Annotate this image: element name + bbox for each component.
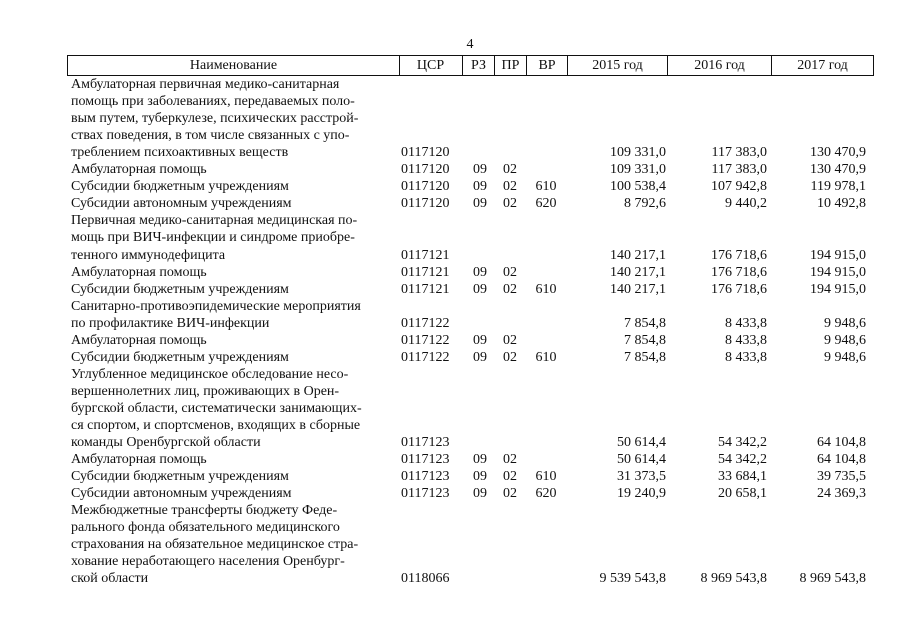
table-row	[0, 93, 905, 110]
row-csr: 0117120	[401, 196, 450, 212]
row-value-2016: 176 718,6	[711, 281, 767, 297]
row-value-2016: 54 342,2	[718, 452, 767, 468]
row-value-2016: 117 383,0	[711, 162, 767, 178]
row-pr: 02	[503, 281, 517, 297]
row-value-2017: 64 104,8	[817, 435, 866, 451]
row-value-2017: 130 470,9	[810, 145, 866, 161]
row-pr: 02	[503, 486, 517, 502]
table-row	[0, 502, 905, 519]
row-csr: 0117123	[401, 452, 450, 468]
table-row	[0, 264, 905, 281]
table-row	[0, 229, 905, 246]
table-row	[0, 468, 905, 485]
row-name: команды Оренбургской области	[71, 435, 261, 451]
row-value-2015: 7 854,8	[624, 332, 666, 348]
row-value-2015: 50 614,4	[617, 452, 666, 468]
row-value-2017: 194 915,0	[810, 264, 866, 280]
table-row	[0, 332, 905, 349]
row-value-2016: 8 969 543,8	[700, 571, 767, 587]
row-name: Амбулаторная помощь	[71, 452, 207, 468]
row-vr: 620	[535, 486, 557, 502]
row-value-2017: 130 470,9	[810, 162, 866, 178]
row-name: по профилактике ВИЧ-инфекции	[71, 315, 270, 331]
table-row	[0, 434, 905, 451]
row-value-2015: 7 854,8	[624, 349, 666, 365]
row-value-2015: 9 539 543,8	[599, 571, 666, 587]
row-name: Субсидии автономным учреждениям	[71, 196, 292, 212]
row-value-2017: 119 978,1	[810, 179, 866, 195]
row-csr: 0117121	[401, 264, 450, 280]
header-2015: 2015 год	[568, 55, 668, 76]
row-pr: 02	[503, 196, 517, 212]
row-csr: 0117122	[401, 349, 450, 365]
row-value-2016: 20 658,1	[718, 486, 767, 502]
header-name: Наименование	[67, 55, 400, 76]
row-name: бургской области, систематически занимающих-	[71, 400, 362, 416]
row-value-2017: 9 948,6	[824, 332, 866, 348]
row-rz: 09	[473, 332, 487, 348]
row-value-2017: 9 948,6	[824, 349, 866, 365]
row-name: Субсидии бюджетным учреждениям	[71, 469, 289, 485]
row-name: Межбюджетные трансферты бюджету Феде-	[71, 503, 338, 519]
row-csr: 0117123	[401, 486, 450, 502]
row-value-2017: 8 969 543,8	[799, 571, 866, 587]
row-pr: 02	[503, 264, 517, 280]
row-value-2016: 8 433,8	[725, 332, 767, 348]
row-name: страхования на обязательное медицинское стра-	[71, 537, 359, 553]
header-vr: ВР	[527, 55, 568, 76]
row-value-2015: 140 217,1	[610, 264, 666, 280]
row-name: Амбулаторная помощь	[71, 162, 207, 178]
row-pr: 02	[503, 452, 517, 468]
row-value-2017: 39 735,5	[817, 469, 866, 485]
row-value-2016: 9 440,2	[725, 196, 767, 212]
header-2016: 2016 год	[668, 55, 772, 76]
header-rz: РЗ	[463, 55, 495, 76]
row-value-2017: 9 948,6	[824, 315, 866, 331]
row-csr: 0117120	[401, 162, 450, 178]
table-row	[0, 76, 905, 93]
table-row	[0, 451, 905, 468]
row-value-2015: 100 538,4	[610, 179, 666, 195]
row-value-2015: 7 854,8	[624, 315, 666, 331]
row-value-2017: 194 915,0	[810, 281, 866, 297]
row-vr: 610	[535, 469, 557, 485]
row-value-2017: 24 369,3	[817, 486, 866, 502]
table-row	[0, 366, 905, 383]
row-name: помощь при заболеваниях, передаваемых поло-	[71, 94, 355, 110]
table-row	[0, 247, 905, 264]
row-value-2017: 64 104,8	[817, 452, 866, 468]
row-value-2016: 33 684,1	[718, 469, 767, 485]
row-value-2016: 8 433,8	[725, 349, 767, 365]
table-row	[0, 195, 905, 212]
row-name: мощь при ВИЧ-инфекции и синдроме приобре-	[71, 230, 355, 246]
row-csr: 0117120	[401, 179, 450, 195]
header-2017: 2017 год	[772, 55, 874, 76]
row-value-2017: 194 915,0	[810, 247, 866, 263]
row-csr: 0117121	[401, 281, 450, 297]
row-rz: 09	[473, 486, 487, 502]
row-csr: 0118066	[401, 571, 450, 587]
row-value-2016: 54 342,2	[718, 435, 767, 451]
row-name: треблением психоактивных веществ	[71, 145, 289, 161]
table-row	[0, 400, 905, 417]
table-row	[0, 519, 905, 536]
row-csr: 0117122	[401, 332, 450, 348]
row-name: ся спортом, и спортсменов, входящих в сборные	[71, 418, 361, 433]
row-value-2015: 109 331,0	[610, 145, 666, 161]
row-name: тенного иммунодефицита	[71, 247, 226, 263]
row-name: Субсидии бюджетным учреждениям	[71, 349, 289, 365]
table-row	[0, 212, 905, 229]
row-name: Субсидии бюджетным учреждениям	[71, 281, 289, 297]
row-name: вым путем, туберкулезе, психических расстрой-	[71, 111, 359, 127]
row-value-2015: 140 217,1	[610, 247, 666, 263]
row-name: ствах поведения, в том числе связанных с упо-	[71, 128, 350, 144]
row-name: Амбулаторная помощь	[71, 264, 207, 280]
row-vr: 610	[535, 179, 557, 195]
row-name: Субсидии бюджетным учреждениям	[71, 179, 289, 195]
row-rz: 09	[473, 281, 487, 297]
header-csr: ЦСР	[399, 55, 463, 76]
row-value-2015: 19 240,9	[617, 486, 666, 502]
table-row	[0, 349, 905, 366]
page-number: 4	[466, 37, 474, 52]
row-value-2016: 176 718,6	[711, 247, 767, 263]
row-name: Первичная медико-санитарная медицинская по-	[71, 213, 358, 229]
row-value-2015: 140 217,1	[610, 281, 666, 297]
row-name: вершеннолетних лиц, проживающих в Орен-	[71, 383, 340, 399]
row-value-2016: 117 383,0	[711, 145, 767, 161]
table-header	[67, 55, 874, 75]
row-value-2016: 107 942,8	[711, 179, 767, 195]
row-csr: 0117123	[401, 469, 450, 485]
row-pr: 02	[503, 469, 517, 485]
table-row	[0, 144, 905, 161]
row-rz: 09	[473, 196, 487, 212]
row-rz: 09	[473, 349, 487, 365]
row-vr: 610	[535, 281, 557, 297]
table-row	[0, 127, 905, 144]
row-value-2015: 8 792,6	[624, 196, 666, 212]
row-name: Субсидии автономным учреждениям	[71, 486, 292, 502]
row-value-2015: 31 373,5	[617, 469, 666, 485]
row-pr: 02	[503, 332, 517, 348]
row-name: ской области	[71, 571, 149, 587]
table-row	[0, 570, 905, 587]
row-value-2015: 50 614,4	[617, 435, 666, 451]
row-rz: 09	[473, 469, 487, 485]
table-row	[0, 298, 905, 315]
table-row	[0, 383, 905, 400]
table-row	[0, 178, 905, 195]
table-row	[0, 553, 905, 570]
row-pr: 02	[503, 179, 517, 195]
row-csr: 0117123	[401, 435, 450, 451]
row-name: Амбулаторная первичная медико-санитарная	[71, 77, 340, 92]
row-value-2016: 176 718,6	[711, 264, 767, 280]
row-rz: 09	[473, 179, 487, 195]
row-pr: 02	[503, 349, 517, 365]
table-row	[0, 315, 905, 332]
row-name: хование неработающего населения Оренбург-	[71, 554, 345, 570]
row-name: Санитарно-противоэпидемические мероприятия	[71, 298, 361, 314]
row-csr: 0117120	[401, 145, 450, 161]
row-vr: 610	[535, 349, 557, 365]
row-csr: 0117121	[401, 247, 450, 263]
row-value-2017: 10 492,8	[817, 196, 866, 212]
table-row	[0, 161, 905, 178]
row-name: рального фонда обязательного медицинского	[71, 520, 340, 536]
row-value-2015: 109 331,0	[610, 162, 666, 178]
table-row	[0, 417, 905, 434]
row-rz: 09	[473, 162, 487, 178]
row-csr: 0117122	[401, 315, 450, 331]
row-name: Амбулаторная помощь	[71, 332, 207, 348]
row-vr: 620	[535, 196, 557, 212]
row-pr: 02	[503, 162, 517, 178]
table-row	[0, 485, 905, 502]
table-row	[0, 110, 905, 127]
table-row	[0, 281, 905, 298]
table-row	[0, 536, 905, 553]
row-name: Углубленное медицинское обследование несо-	[71, 366, 349, 382]
row-value-2016: 8 433,8	[725, 315, 767, 331]
header-pr: ПР	[495, 55, 527, 76]
row-rz: 09	[473, 264, 487, 280]
row-rz: 09	[473, 452, 487, 468]
